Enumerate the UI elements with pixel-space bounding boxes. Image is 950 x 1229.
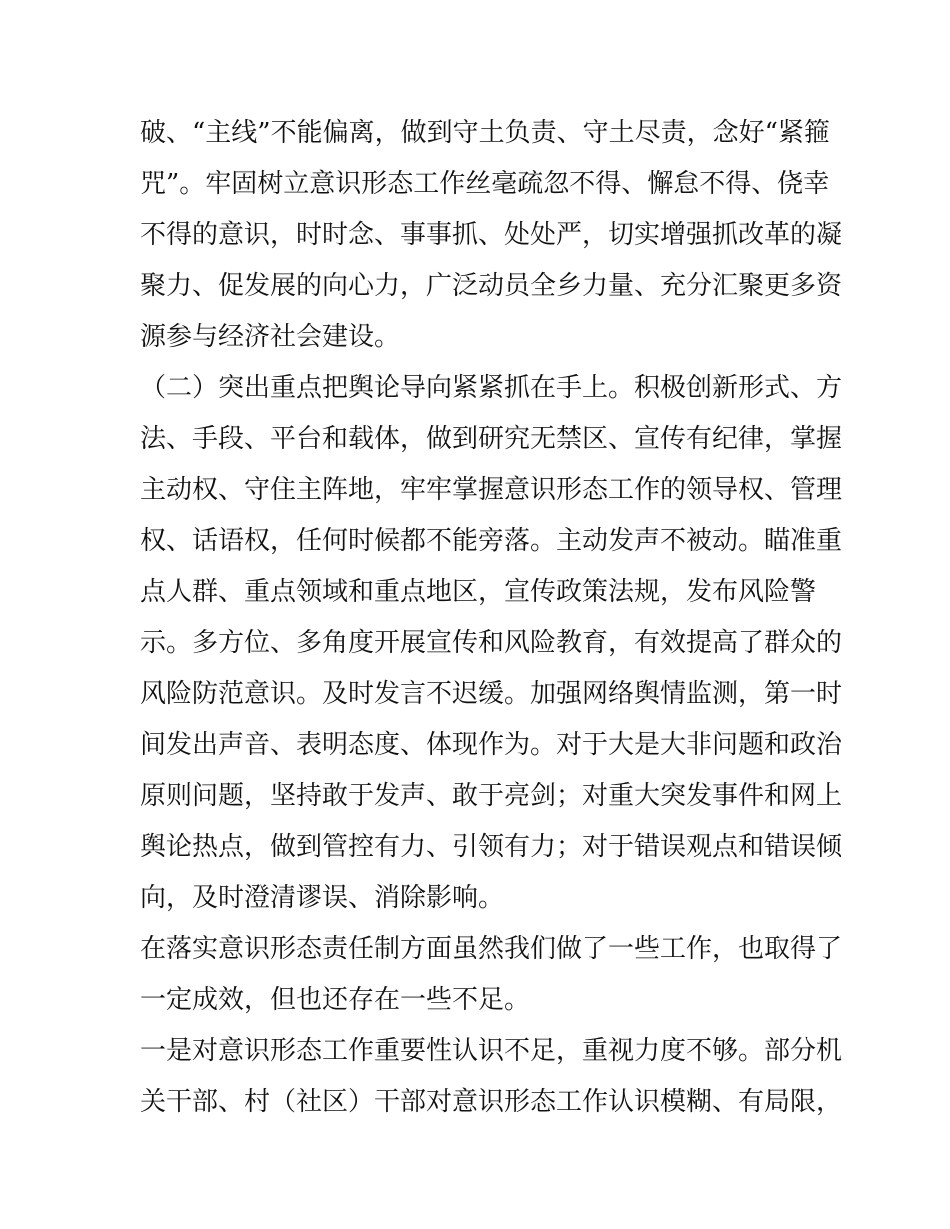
text-line: 风险防范意识。及时发言不迟缓。加强网络舆情监测，第一时: [140, 679, 843, 709]
text-line: 不得的意识，时时念、事事抓、处处严，切实增强抓改革的凝: [140, 220, 843, 250]
text-line: 一是对意识形态工作重要性认识不足，重视力度不够。部分机: [140, 1036, 843, 1066]
text-line: 主动权、守住主阵地，牢牢掌握意识形态工作的领导权、管理: [140, 475, 843, 505]
paragraph: [140, 924, 843, 1026]
paragraph: [140, 1026, 843, 1128]
section-heading-line: （二）突出重点把舆论导向紧紧抓在手上。积极创新形式、方: [140, 373, 843, 403]
text-line: 示。多方位、多角度开展宣传和风险教育，有效提高了群众的: [140, 628, 843, 658]
text-line: 源参与经济社会建设。: [140, 322, 401, 352]
text-line: 向，及时澄清谬误、消除影响。: [140, 883, 505, 913]
paragraph: [140, 363, 843, 924]
text-line: 破、“主线”不能偏离，做到守土负责、守土尽责，念好“紧箍: [140, 118, 830, 148]
text-line: 点人群、重点领域和重点地区，宣传政策法规，发布风险警: [140, 577, 817, 607]
paragraph: [140, 108, 843, 363]
text-line: 咒”。牢固树立意识形态工作丝毫疏忽不得、懈怠不得、侥幸: [140, 169, 830, 199]
text-line: 原则问题，坚持敢于发声、敢于亮剑；对重大突发事件和网上: [140, 781, 843, 811]
document-body: [140, 108, 843, 1128]
text-line: 法、手段、平台和载体，做到研究无禁区、宣传有纪律，掌握: [140, 424, 843, 454]
text-line: 在落实意识形态责任制方面虽然我们做了一些工作，也取得了: [140, 934, 843, 964]
text-line: 关干部、村（社区）干部对意识形态工作认识模糊、有局限，: [140, 1087, 843, 1117]
text-line: 舆论热点，做到管控有力、引领有力；对于错误观点和错误倾: [140, 832, 843, 862]
text-line: 间发出声音、表明态度、体现作为。对于大是大非问题和政治: [140, 730, 843, 760]
text-line: 聚力、促发展的向心力，广泛动员全乡力量、充分汇聚更多资: [140, 271, 843, 301]
text-line: 一定成效，但也还存在一些不足。: [140, 985, 531, 1015]
text-line: 权、话语权，任何时候都不能旁落。主动发声不被动。瞄准重: [140, 526, 843, 556]
